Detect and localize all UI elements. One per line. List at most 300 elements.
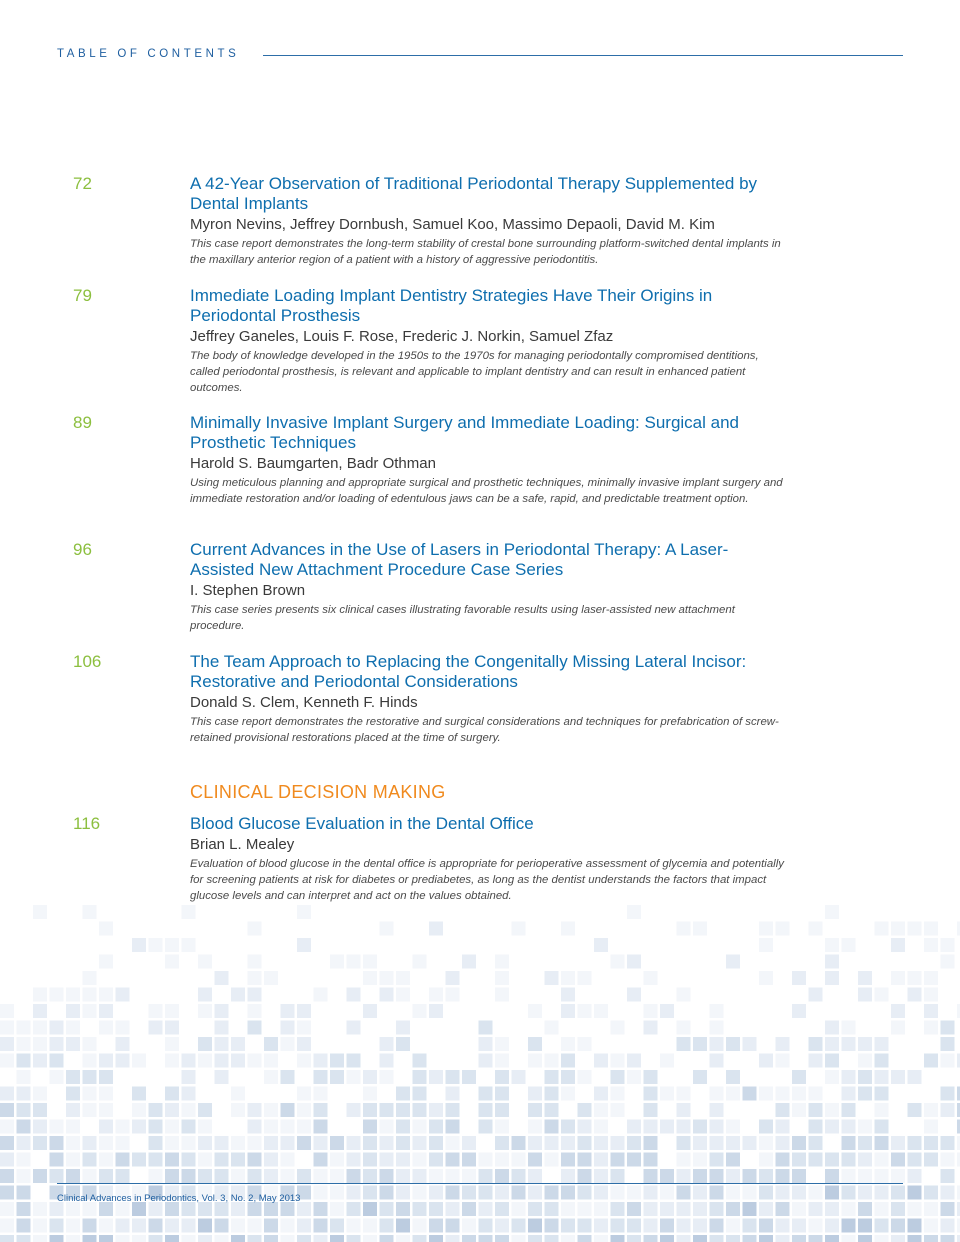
mosaic-tile bbox=[908, 1169, 922, 1183]
mosaic-tile bbox=[759, 971, 773, 985]
mosaic-tile bbox=[132, 1054, 146, 1068]
mosaic-tile bbox=[578, 1219, 592, 1233]
mosaic-tile bbox=[363, 1103, 377, 1117]
mosaic-tile bbox=[479, 1103, 493, 1117]
mosaic-tile bbox=[875, 1037, 889, 1051]
mosaic-tile bbox=[512, 1070, 526, 1084]
mosaic-tile bbox=[132, 1202, 146, 1216]
mosaic-tile bbox=[941, 1219, 955, 1233]
mosaic-tile bbox=[495, 1153, 509, 1167]
mosaic-tile bbox=[429, 1136, 443, 1150]
mosaic-tile bbox=[908, 1186, 922, 1200]
mosaic-tile bbox=[446, 1202, 460, 1216]
mosaic-tile bbox=[17, 1202, 31, 1216]
mosaic-tile bbox=[792, 971, 806, 985]
mosaic-tile bbox=[149, 1219, 163, 1233]
mosaic-tile bbox=[726, 1087, 740, 1101]
mosaic-tile bbox=[182, 938, 196, 952]
mosaic-tile bbox=[165, 1219, 179, 1233]
mosaic-tile bbox=[66, 1153, 80, 1167]
mosaic-tile bbox=[116, 1120, 130, 1134]
mosaic-tile bbox=[149, 1004, 163, 1018]
mosaic-tile bbox=[0, 1136, 14, 1150]
mosaic-tile bbox=[132, 1153, 146, 1167]
mosaic-tile bbox=[924, 1186, 938, 1200]
mosaic-tile bbox=[17, 1054, 31, 1068]
mosaic-tile bbox=[611, 955, 625, 969]
mosaic-tile bbox=[644, 1021, 658, 1035]
mosaic-tile bbox=[611, 1235, 625, 1242]
mosaic-tile bbox=[941, 1235, 955, 1242]
mosaic-tile bbox=[594, 1004, 608, 1018]
mosaic-tile bbox=[330, 1136, 344, 1150]
mosaic-tile bbox=[891, 1004, 905, 1018]
mosaic-tile bbox=[66, 1219, 80, 1233]
mosaic-tile bbox=[528, 1169, 542, 1183]
mosaic-tile bbox=[99, 1136, 113, 1150]
mosaic-tile bbox=[677, 1037, 691, 1051]
mosaic-tile bbox=[363, 1219, 377, 1233]
mosaic-tile bbox=[858, 1219, 872, 1233]
mosaic-tile bbox=[215, 1070, 229, 1084]
mosaic-tile bbox=[446, 988, 460, 1002]
mosaic-tile bbox=[231, 1153, 245, 1167]
mosaic-tile bbox=[858, 1169, 872, 1183]
mosaic-tile bbox=[743, 1087, 757, 1101]
mosaic-tile bbox=[281, 1219, 295, 1233]
mosaic-tile bbox=[231, 1037, 245, 1051]
mosaic-tile bbox=[182, 1153, 196, 1167]
mosaic-tile bbox=[710, 1037, 724, 1051]
mosaic-tile bbox=[182, 1202, 196, 1216]
mosaic-tile bbox=[149, 1103, 163, 1117]
mosaic-tile bbox=[809, 1235, 823, 1242]
mosaic-tile bbox=[677, 1120, 691, 1134]
mosaic-tile bbox=[825, 971, 839, 985]
mosaic-tile bbox=[347, 955, 361, 969]
article-title[interactable]: The Team Approach to Replacing the Congenitally Missing Lateral Incisor: Restorative and Periodontal Considerations bbox=[190, 652, 747, 691]
mosaic-tile bbox=[941, 1037, 955, 1051]
mosaic-tile bbox=[561, 1202, 575, 1216]
mosaic-tile bbox=[545, 1235, 559, 1242]
mosaic-tile bbox=[891, 1169, 905, 1183]
mosaic-tile bbox=[512, 1136, 526, 1150]
mosaic-tile bbox=[776, 1136, 790, 1150]
mosaic-tile bbox=[825, 905, 839, 919]
mosaic-tile bbox=[677, 1202, 691, 1216]
mosaic-tile bbox=[644, 1153, 658, 1167]
mosaic-tile bbox=[165, 1054, 179, 1068]
mosaic-tile bbox=[215, 971, 229, 985]
mosaic-tile bbox=[165, 1202, 179, 1216]
mosaic-tile bbox=[842, 1087, 856, 1101]
mosaic-tile bbox=[50, 988, 64, 1002]
article-summary: The body of knowledge developed in the 1950s to the 1970s for managing periodontally compromised dentitions, called periodontal prosthesis, is relevant and applicable to implant dentistry and can result in enhanced patient outcomes. bbox=[190, 350, 759, 394]
mosaic-tile bbox=[644, 1169, 658, 1183]
mosaic-tile bbox=[17, 1219, 31, 1233]
mosaic-tile bbox=[281, 1103, 295, 1117]
mosaic-tile bbox=[264, 971, 278, 985]
mosaic-tile bbox=[165, 1037, 179, 1051]
mosaic-tile bbox=[396, 1202, 410, 1216]
mosaic-tile bbox=[281, 1153, 295, 1167]
mosaic-tile bbox=[792, 1070, 806, 1084]
section-heading: CLINICAL DECISION MAKING bbox=[190, 782, 446, 802]
mosaic-tile bbox=[578, 1120, 592, 1134]
mosaic-tile bbox=[281, 1037, 295, 1051]
mosaic-tile bbox=[0, 1153, 14, 1167]
mosaic-tile bbox=[281, 1004, 295, 1018]
mosaic-tile bbox=[594, 1136, 608, 1150]
header-rule bbox=[263, 55, 903, 56]
mosaic-tile bbox=[116, 1202, 130, 1216]
mosaic-tile bbox=[198, 1103, 212, 1117]
mosaic-tile bbox=[330, 1186, 344, 1200]
mosaic-tile bbox=[132, 1087, 146, 1101]
mosaic-tile bbox=[809, 922, 823, 936]
mosaic-tile bbox=[83, 1103, 97, 1117]
mosaic-tile bbox=[297, 1103, 311, 1117]
mosaic-tile bbox=[0, 1037, 14, 1051]
mosaic-tile bbox=[446, 1153, 460, 1167]
mosaic-tile bbox=[891, 1219, 905, 1233]
mosaic-tile bbox=[0, 1186, 14, 1200]
mosaic-tile bbox=[446, 1120, 460, 1134]
mosaic-tile bbox=[726, 1202, 740, 1216]
mosaic-tile bbox=[594, 1169, 608, 1183]
mosaic-tile bbox=[462, 1153, 476, 1167]
mosaic-tile bbox=[215, 1235, 229, 1242]
mosaic-tile bbox=[809, 988, 823, 1002]
mosaic-tile bbox=[578, 1037, 592, 1051]
mosaic-tile bbox=[495, 1070, 509, 1084]
mosaic-tile bbox=[198, 1136, 212, 1150]
article-title[interactable]: A 42-Year Observation of Traditional Periodontal Therapy Supplemented by Dental Implants bbox=[190, 174, 758, 213]
mosaic-tile bbox=[198, 1120, 212, 1134]
mosaic-tile bbox=[710, 1136, 724, 1150]
mosaic-tile bbox=[396, 1037, 410, 1051]
article-title[interactable]: Current Advances in the Use of Lasers in Periodontal Therapy: A Laser-Assisted New Attachment Procedure Case Series bbox=[190, 540, 729, 579]
mosaic-tile bbox=[33, 1021, 47, 1035]
mosaic-tile bbox=[83, 1153, 97, 1167]
mosaic-tile bbox=[891, 938, 905, 952]
mosaic-tile bbox=[644, 1103, 658, 1117]
mosaic-tile bbox=[743, 1136, 757, 1150]
article-title[interactable]: Minimally Invasive Implant Surgery and Immediate Loading: Surgical and Prosthetic Techniques bbox=[190, 413, 739, 452]
mosaic-tile bbox=[116, 1235, 130, 1242]
mosaic-tile bbox=[792, 1235, 806, 1242]
mosaic-tile bbox=[710, 1186, 724, 1200]
mosaic-tile bbox=[99, 1070, 113, 1084]
mosaic-tile bbox=[710, 1021, 724, 1035]
mosaic-tile bbox=[0, 1087, 14, 1101]
mosaic-tile bbox=[842, 1169, 856, 1183]
mosaic-tile bbox=[248, 922, 262, 936]
mosaic-tile bbox=[891, 1070, 905, 1084]
mosaic-tile bbox=[83, 1219, 97, 1233]
mosaic-tile bbox=[528, 1186, 542, 1200]
mosaic-tile bbox=[446, 1219, 460, 1233]
mosaic-tile bbox=[858, 1202, 872, 1216]
mosaic-tile bbox=[875, 1136, 889, 1150]
mosaic-tile bbox=[759, 1136, 773, 1150]
mosaic-tile bbox=[924, 1136, 938, 1150]
article-summary: This case report demonstrates the long-term stability of crestal bone surrounding platform-switched dental implants in the maxillary anterior region of a patient with a history of aggressive periodontitis. bbox=[190, 238, 781, 266]
article-summary: Evaluation of blood glucose in the dental office is appropriate for perioperative assessment of glycemia and potentially for screening patients at risk for diabetes or prediabetes, as long as the dentist understands the factors that impact glucose levels and can interpret and act on the values obtained. bbox=[190, 858, 784, 902]
mosaic-tile bbox=[479, 1021, 493, 1035]
mosaic-tile bbox=[99, 1087, 113, 1101]
mosaic-tile bbox=[165, 955, 179, 969]
mosaic-tile bbox=[677, 1169, 691, 1183]
mosaic-tile bbox=[314, 1153, 328, 1167]
mosaic-tile bbox=[561, 922, 575, 936]
entry-body bbox=[190, 174, 790, 268]
mosaic-tile bbox=[297, 1037, 311, 1051]
mosaic-tile bbox=[264, 1136, 278, 1150]
mosaic-tile bbox=[413, 1235, 427, 1242]
mosaic-tile bbox=[248, 1169, 262, 1183]
mosaic-tile bbox=[677, 1186, 691, 1200]
mosaic-tile bbox=[99, 1169, 113, 1183]
mosaic-tile bbox=[809, 1186, 823, 1200]
mosaic-tile bbox=[66, 1037, 80, 1051]
mosaic-tile bbox=[759, 1120, 773, 1134]
mosaic-tile bbox=[297, 905, 311, 919]
mosaic-tile bbox=[776, 1186, 790, 1200]
mosaic-tile bbox=[924, 1004, 938, 1018]
mosaic-tile bbox=[528, 1202, 542, 1216]
mosaic-tile bbox=[875, 1103, 889, 1117]
mosaic-tile bbox=[0, 1235, 14, 1242]
mosaic-tile bbox=[908, 1136, 922, 1150]
mosaic-tile bbox=[594, 1087, 608, 1101]
mosaic-tile bbox=[363, 1235, 377, 1242]
mosaic-tile bbox=[578, 971, 592, 985]
mosaic-tile bbox=[627, 1153, 641, 1167]
mosaic-tile bbox=[314, 1235, 328, 1242]
mosaic-tile bbox=[83, 1202, 97, 1216]
mosaic-tile bbox=[660, 1202, 674, 1216]
mosaic-tile bbox=[396, 1186, 410, 1200]
mosaic-tile bbox=[512, 1169, 526, 1183]
mosaic-tile bbox=[825, 1120, 839, 1134]
mosaic-tile bbox=[875, 1186, 889, 1200]
mosaic-tile bbox=[644, 1186, 658, 1200]
mosaic-tile bbox=[132, 1120, 146, 1134]
mosaic-tile bbox=[842, 1136, 856, 1150]
mosaic-tile bbox=[776, 1235, 790, 1242]
mosaic-tile bbox=[281, 1120, 295, 1134]
mosaic-tile bbox=[17, 1120, 31, 1134]
mosaic-tile bbox=[380, 1037, 394, 1051]
mosaic-tile bbox=[297, 1136, 311, 1150]
mosaic-tile bbox=[17, 1021, 31, 1035]
mosaic-tile bbox=[479, 1037, 493, 1051]
mosaic-tile bbox=[792, 1202, 806, 1216]
mosaic-tile bbox=[149, 1153, 163, 1167]
mosaic-tile bbox=[347, 1021, 361, 1035]
mosaic-tile bbox=[66, 1087, 80, 1101]
mosaic-tile bbox=[17, 1169, 31, 1183]
mosaic-tile bbox=[660, 1186, 674, 1200]
mosaic-tile bbox=[347, 1070, 361, 1084]
mosaic-tile bbox=[50, 1054, 64, 1068]
mosaic-tile bbox=[330, 955, 344, 969]
mosaic-tile bbox=[50, 1021, 64, 1035]
mosaic-tile bbox=[66, 1120, 80, 1134]
mosaic-tile bbox=[743, 1037, 757, 1051]
mosaic-tile bbox=[627, 955, 641, 969]
mosaic-tile bbox=[281, 1202, 295, 1216]
article-title[interactable]: Immediate Loading Implant Dentistry Strategies Have Their Origins in Periodontal Prosthesis bbox=[190, 286, 713, 325]
mosaic-tile bbox=[83, 1235, 97, 1242]
mosaic-tile bbox=[0, 1103, 14, 1117]
mosaic-tile bbox=[660, 1054, 674, 1068]
mosaic-tile bbox=[248, 971, 262, 985]
mosaic-tile bbox=[809, 1153, 823, 1167]
mosaic-tile bbox=[528, 1219, 542, 1233]
mosaic-tile bbox=[17, 1235, 31, 1242]
mosaic-tile bbox=[924, 1120, 938, 1134]
mosaic-tile bbox=[479, 1120, 493, 1134]
mosaic-tile bbox=[743, 1219, 757, 1233]
mosaic-tile bbox=[330, 1202, 344, 1216]
mosaic-tile bbox=[314, 988, 328, 1002]
mosaic-tile bbox=[215, 1169, 229, 1183]
mosaic-tile bbox=[875, 1054, 889, 1068]
mosaic-tile bbox=[908, 922, 922, 936]
mosaic-tile bbox=[396, 1153, 410, 1167]
mosaic-tile bbox=[891, 1202, 905, 1216]
mosaic-tile bbox=[297, 1219, 311, 1233]
mosaic-tile bbox=[809, 1136, 823, 1150]
mosaic-tile bbox=[99, 1235, 113, 1242]
mosaic-tile bbox=[561, 1087, 575, 1101]
mosaic-tile bbox=[825, 1037, 839, 1051]
mosaic-tile bbox=[429, 988, 443, 1002]
mosaic-tile bbox=[99, 1004, 113, 1018]
mosaic-tile bbox=[231, 1219, 245, 1233]
mosaic-tile bbox=[611, 1021, 625, 1035]
mosaic-tile bbox=[50, 1136, 64, 1150]
toc-header-label: TABLE OF CONTENTS bbox=[57, 48, 240, 60]
mosaic-tile bbox=[33, 905, 47, 919]
mosaic-tile bbox=[33, 988, 47, 1002]
mosaic-tile bbox=[710, 1103, 724, 1117]
mosaic-tile bbox=[743, 1202, 757, 1216]
mosaic-tile bbox=[479, 1169, 493, 1183]
mosaic-tile bbox=[380, 1136, 394, 1150]
mosaic-tile bbox=[83, 971, 97, 985]
mosaic-tile bbox=[314, 1219, 328, 1233]
mosaic-tile bbox=[842, 1202, 856, 1216]
mosaic-tile bbox=[627, 1054, 641, 1068]
mosaic-tile bbox=[33, 1136, 47, 1150]
mosaic-tile bbox=[611, 1153, 625, 1167]
mosaic-tile bbox=[644, 1087, 658, 1101]
mosaic-tile bbox=[561, 988, 575, 1002]
mosaic-tile bbox=[858, 1153, 872, 1167]
mosaic-tile bbox=[710, 1153, 724, 1167]
mosaic-tile bbox=[561, 1169, 575, 1183]
mosaic-tile bbox=[99, 988, 113, 1002]
mosaic-tile bbox=[743, 1235, 757, 1242]
mosaic-tile bbox=[495, 1087, 509, 1101]
mosaic-tile bbox=[429, 1169, 443, 1183]
mosaic-tile bbox=[297, 1087, 311, 1101]
mosaic-tile bbox=[495, 1054, 509, 1068]
mosaic-tile bbox=[248, 1202, 262, 1216]
mosaic-tile bbox=[149, 1169, 163, 1183]
mosaic-tile bbox=[99, 922, 113, 936]
mosaic-tile bbox=[677, 1235, 691, 1242]
mosaic-tile bbox=[528, 1153, 542, 1167]
mosaic-tile bbox=[198, 988, 212, 1002]
mosaic-tile bbox=[627, 1202, 641, 1216]
mosaic-tile bbox=[809, 1054, 823, 1068]
mosaic-tile bbox=[578, 1004, 592, 1018]
mosaic-tile bbox=[297, 1202, 311, 1216]
mosaic-tile bbox=[33, 1235, 47, 1242]
mosaic-tile bbox=[33, 1120, 47, 1134]
mosaic-tile bbox=[396, 1136, 410, 1150]
mosaic-tile bbox=[363, 1120, 377, 1134]
mosaic-tile bbox=[347, 1103, 361, 1117]
mosaic-tile bbox=[891, 1136, 905, 1150]
mosaic-tile bbox=[495, 1136, 509, 1150]
mosaic-tile bbox=[776, 1054, 790, 1068]
mosaic-tile bbox=[330, 1219, 344, 1233]
mosaic-tile bbox=[446, 1235, 460, 1242]
mosaic-tile bbox=[495, 1169, 509, 1183]
article-title[interactable]: Blood Glucose Evaluation in the Dental Office bbox=[190, 814, 534, 833]
mosaic-tile bbox=[380, 922, 394, 936]
mosaic-tile bbox=[924, 1235, 938, 1242]
mosaic-tile bbox=[347, 988, 361, 1002]
mosaic-tile bbox=[545, 1219, 559, 1233]
mosaic-tile bbox=[347, 1153, 361, 1167]
mosaic-tile bbox=[545, 1021, 559, 1035]
mosaic-tile bbox=[380, 1219, 394, 1233]
mosaic-tile bbox=[578, 1153, 592, 1167]
mosaic-tile bbox=[693, 1235, 707, 1242]
mosaic-tile bbox=[380, 1070, 394, 1084]
mosaic-tile bbox=[710, 1004, 724, 1018]
mosaic-tile bbox=[875, 1235, 889, 1242]
mosaic-tile bbox=[528, 1037, 542, 1051]
mosaic-tile bbox=[413, 1169, 427, 1183]
mosaic-tile bbox=[83, 905, 97, 919]
mosaic-tile bbox=[116, 988, 130, 1002]
entry-body bbox=[190, 286, 790, 396]
mosaic-tile bbox=[264, 1235, 278, 1242]
mosaic-tile bbox=[198, 1235, 212, 1242]
mosaic-tile bbox=[83, 1087, 97, 1101]
mosaic-tile bbox=[363, 1087, 377, 1101]
mosaic-tile bbox=[627, 1186, 641, 1200]
mosaic-tile bbox=[50, 1120, 64, 1134]
mosaic-tile bbox=[281, 1070, 295, 1084]
mosaic-tile bbox=[330, 1169, 344, 1183]
mosaic-tile bbox=[198, 955, 212, 969]
mosaic-tile bbox=[281, 1169, 295, 1183]
mosaic-tile bbox=[83, 1037, 97, 1051]
mosaic-tile bbox=[0, 1054, 14, 1068]
mosaic-tile bbox=[314, 1070, 328, 1084]
mosaic-tile bbox=[396, 1021, 410, 1035]
page-number: 106 bbox=[73, 652, 102, 671]
mosaic-tile bbox=[182, 1136, 196, 1150]
